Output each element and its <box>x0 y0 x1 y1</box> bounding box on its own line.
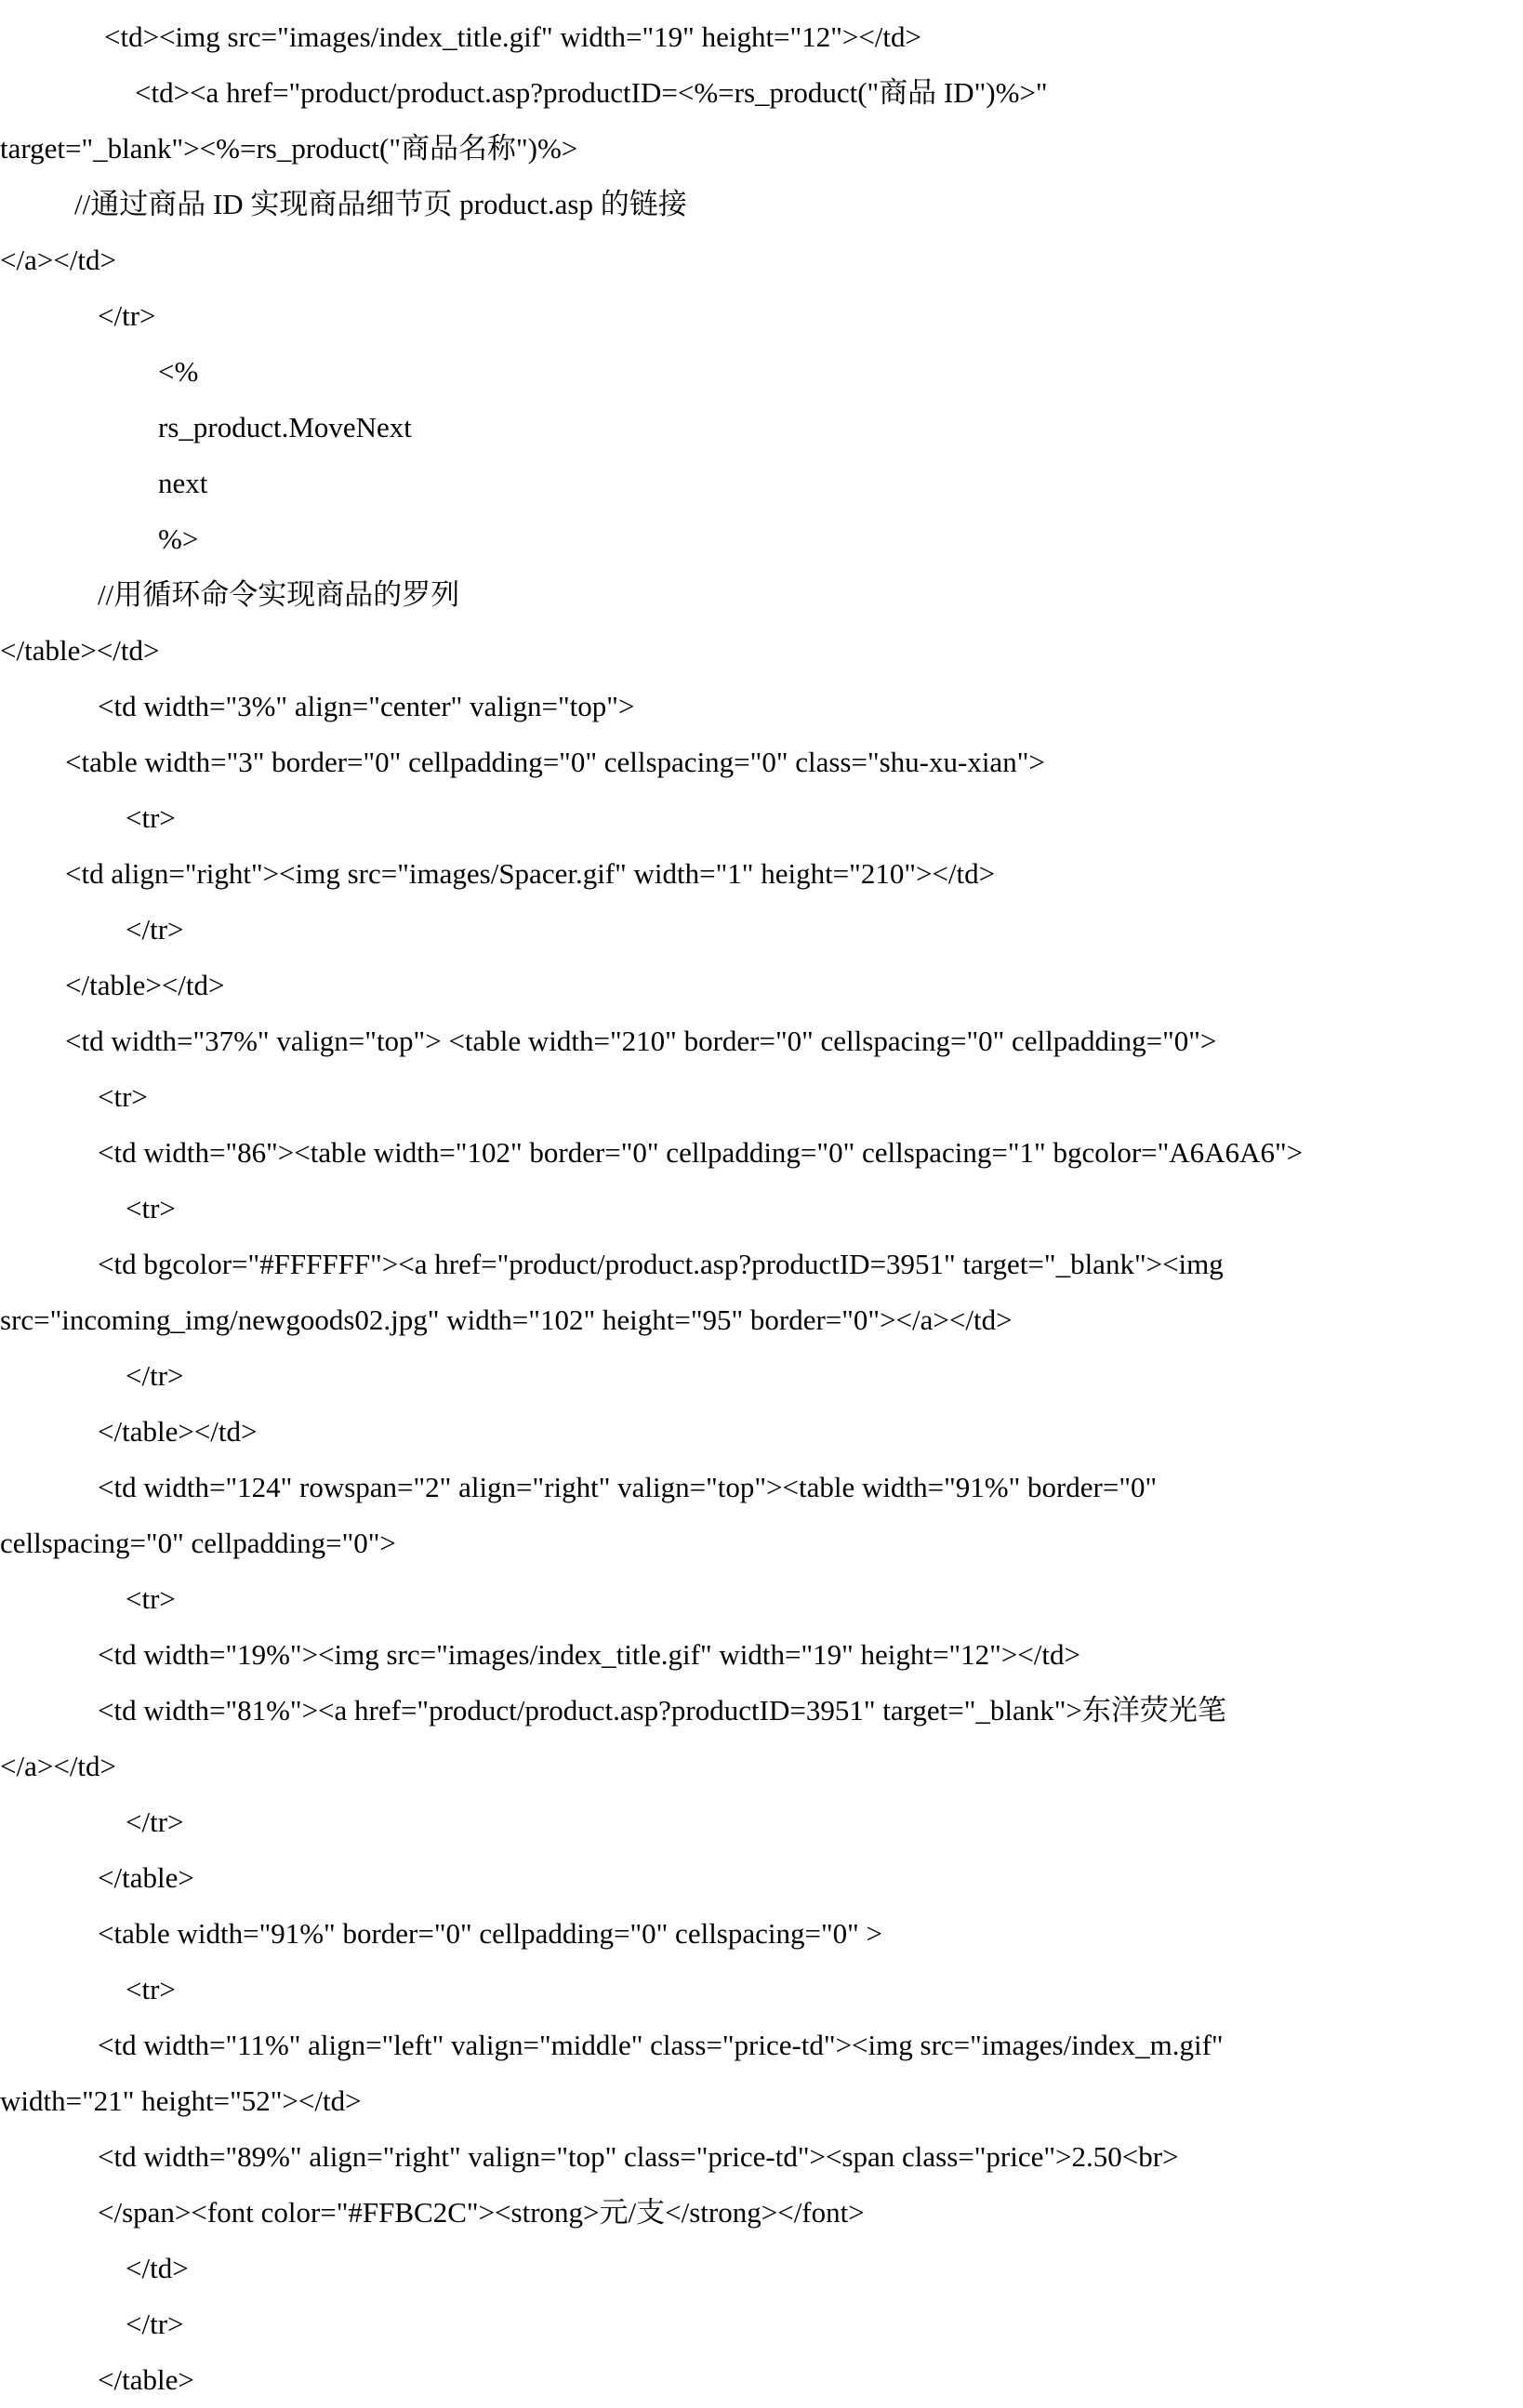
code-line: <tr> <box>98 1080 148 1113</box>
code-line: src="incoming_img/newgoods02.jpg" width="102" height="95" border="0"></a></td> <box>0 1303 1013 1336</box>
code-line: <% <box>158 355 199 388</box>
code-line: <td bgcolor="#FFFFFF"><a href="product/product.asp?productID=3951" target="_blank"><img <box>98 1248 1224 1280</box>
code-line: <td><a href="product/product.asp?productID=<%=rs_product("商品 ID")%>" <box>135 76 1048 109</box>
code-line: </table></td> <box>98 1415 258 1448</box>
code-line: <tr> <box>126 1582 176 1615</box>
code-line: <td><img src="images/index_title.gif" width="19" height="12"></td> <box>104 20 922 53</box>
code-line: cellspacing="0" cellpadding="0"> <box>0 1527 396 1559</box>
code-line: <tr> <box>126 801 176 834</box>
code-line: <td align="right"><img src="images/Spacer.gif" width="1" height="210"></td> <box>65 857 996 890</box>
code-line: </span><font color="#FFBC2C"><strong>元/支</strong></font> <box>98 2196 865 2229</box>
code-line: </tr> <box>126 1359 184 1392</box>
code-line: <td width="19%"><img src="images/index_title.gif" width="19" height="12"></td> <box>98 1638 1080 1671</box>
code-line: <td width="89%" align="right" valign="top" class="price-td"><span class="price">2.50<br> <box>98 2140 1179 2173</box>
code-line: </tr> <box>126 2308 184 2340</box>
code-line: <table width="91%" border="0" cellpadding="0" cellspacing="0" > <box>98 1917 883 1950</box>
code-line: target="_blank"><%=rs_product("商品名称")%> <box>0 132 578 165</box>
code-line: <table width="3" border="0" cellpadding="0" cellspacing="0" class="shu-xu-xian"> <box>65 746 1045 778</box>
code-line: next <box>158 467 208 499</box>
code-line: <td width="11%" align="left" valign="middle" class="price-td"><img src="images/index_m.gif" <box>98 2029 1224 2061</box>
code-line: <tr> <box>126 1973 176 2005</box>
code-line: </tr> <box>98 299 156 332</box>
code-line: </table> <box>98 1861 194 1894</box>
code-line: rs_product.MoveNext <box>158 411 412 443</box>
code-line: </table> <box>98 2363 194 2396</box>
code-line: %> <box>158 523 199 555</box>
code-listing <box>0 9 1495 2408</box>
code-line: </table></td> <box>65 969 225 1001</box>
code-line: </a></td> <box>0 244 117 276</box>
code-line: //用循环命令实现商品的罗列 <box>98 578 460 611</box>
code-line: <td width="86"><table width="102" border="0" cellpadding="0" cellspacing="1" bgcolor="A6A6A6"> <box>98 1136 1304 1169</box>
code-line: <td width="37%" valign="top"> <table width="210" border="0" cellspacing="0" cellpadding="0"> <box>65 1025 1217 1057</box>
code-line: <td width="124" rowspan="2" align="right" valign="top"><table width="91%" border="0" <box>98 1471 1158 1503</box>
code-line: width="21" height="52"></td> <box>0 2084 362 2117</box>
code-line: <td width="3%" align="center" valign="top"> <box>98 690 635 722</box>
code-line: </tr> <box>126 1806 184 1838</box>
code-line: //通过商品 ID 实现商品细节页 product.asp 的链接 <box>74 188 687 220</box>
code-line: </td> <box>126 2252 189 2284</box>
code-line: </table></td> <box>0 634 160 667</box>
code-line: </tr> <box>126 913 184 946</box>
code-line: <tr> <box>126 1192 176 1224</box>
code-line: <td width="81%"><a href="product/product.asp?productID=3951" target="_blank">东洋荧光笔 <box>98 1694 1226 1727</box>
code-line: </a></td> <box>0 1750 117 1782</box>
